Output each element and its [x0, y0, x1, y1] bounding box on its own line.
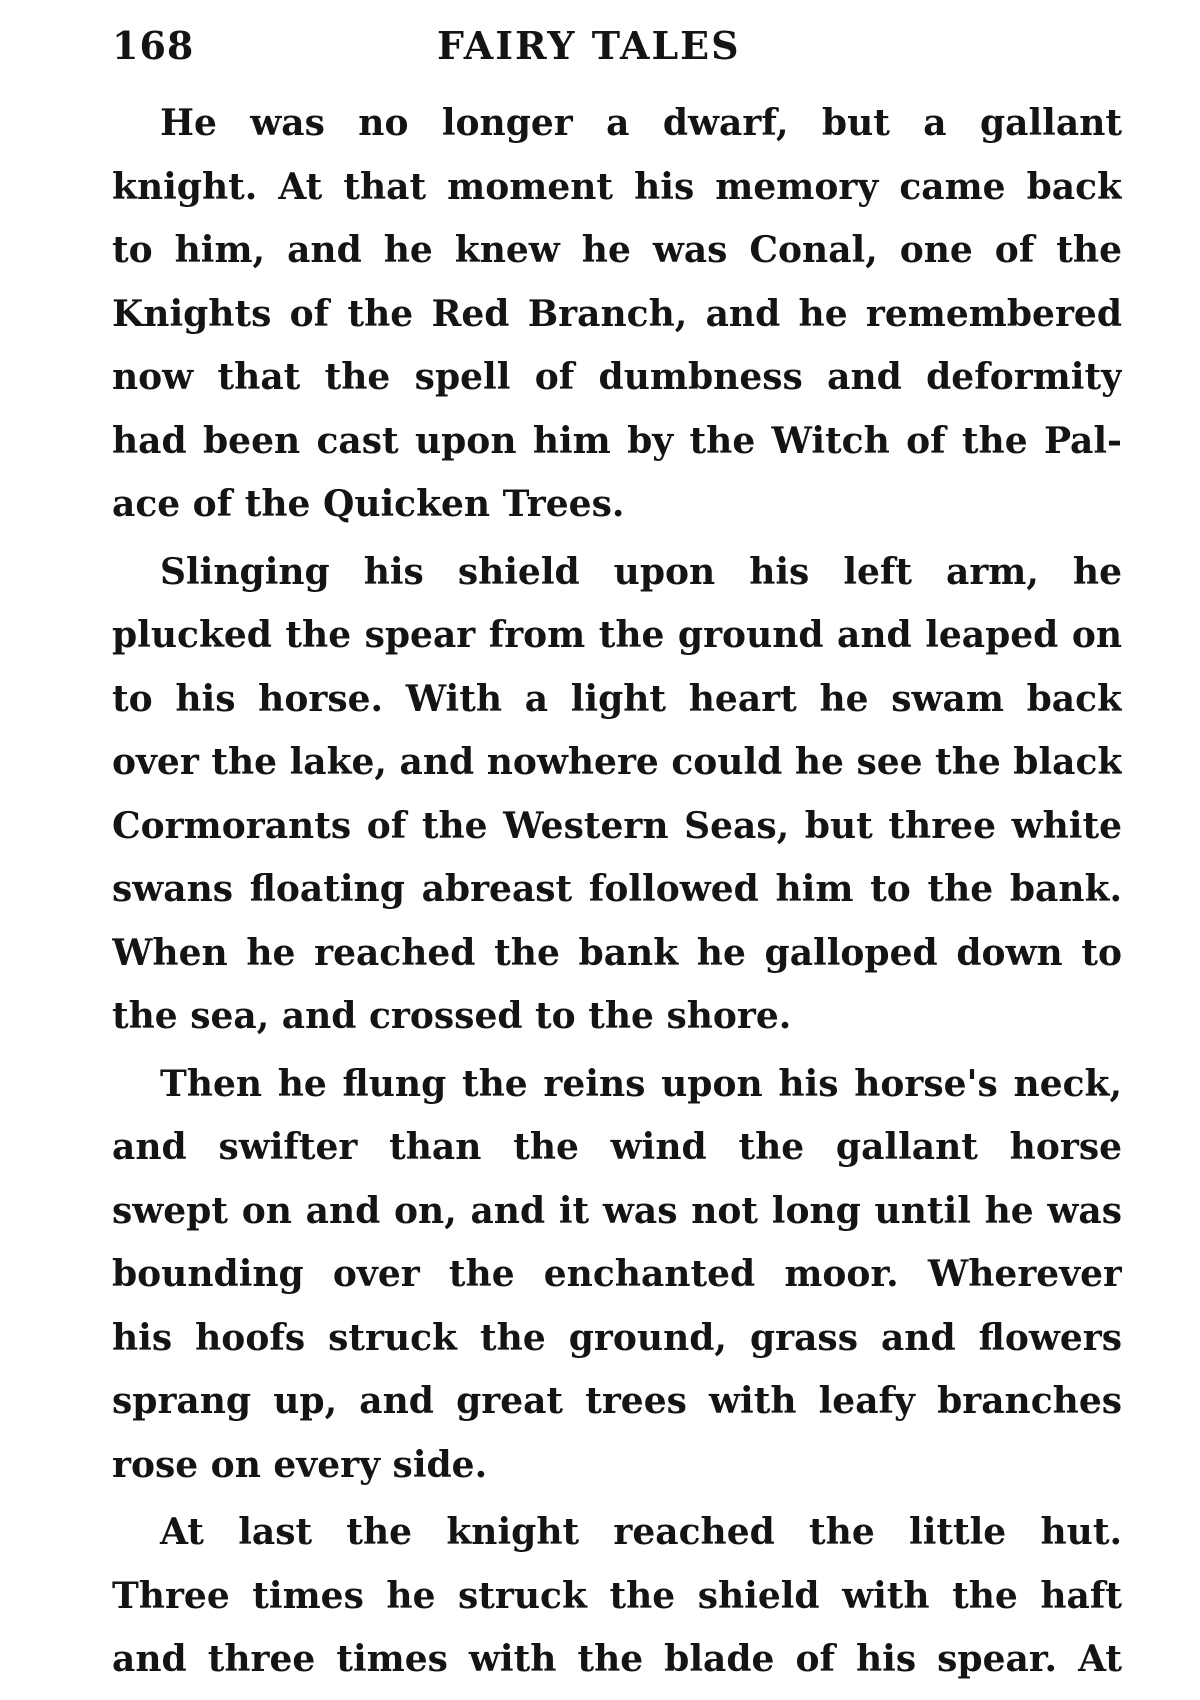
text-line: ace of the Quicken Trees. [112, 483, 625, 525]
text-line: knight. At that moment his memory came back [112, 165, 1122, 208]
text-line: When he reached the bank he galloped down to [112, 931, 1122, 974]
book-page [112, 18, 1122, 1692]
running-title: FAIRY TALES [437, 23, 741, 68]
text-line: plucked the spear from the ground and leaped on [112, 614, 1122, 656]
text-line: Slinging his shield upon his left arm, he [160, 550, 1122, 593]
text-line: He was no longer a dwarf, but a gallant [160, 102, 1122, 144]
text-line: over the lake, and nowhere could he see the black [112, 741, 1122, 783]
text-line: swans floating abreast followed him to the bank. [112, 868, 1122, 910]
text-line: and three times with the blade of his spear. At [112, 1638, 1122, 1680]
paragraph [112, 92, 1122, 537]
text-line: Cormorants of the Western Seas, but three white [112, 804, 1122, 847]
paragraph [112, 1501, 1122, 1692]
text-line: had been cast upon him by the Witch of the Pal- [112, 419, 1122, 462]
text-line: to him, and he knew he was Conal, one of the [112, 229, 1122, 271]
text-line: now that the spell of dumbness and deformity [112, 356, 1122, 398]
text-line: and swifter than the wind the gallant horse [112, 1126, 1122, 1168]
text-line: the sea, and crossed to the shore. [112, 995, 792, 1037]
running-header [112, 18, 1122, 74]
text-line: sprang up, and great trees with leafy branches [112, 1380, 1122, 1422]
text-line: to his horse. With a light heart he swam back [112, 677, 1122, 720]
text-line: At last the knight reached the little hut. [160, 1511, 1122, 1553]
text-line: Knights of the Red Branch, and he remembered [112, 292, 1122, 335]
paragraph [112, 1053, 1122, 1498]
text-line: bounding over the enchanted moor. Wherever [112, 1253, 1122, 1295]
text-line: rose on every side. [112, 1443, 488, 1486]
text-line: Three times he struck the shield with the haft [112, 1574, 1122, 1617]
text-line: swept on and on, and it was not long until he was [112, 1189, 1122, 1232]
body-text [112, 92, 1122, 1692]
text-line: his hoofs struck the ground, grass and flowers [112, 1316, 1122, 1359]
page-number: 168 [112, 23, 195, 68]
paragraph [112, 541, 1122, 1049]
text-line: Then he flung the reins upon his horse's neck, [160, 1062, 1122, 1105]
